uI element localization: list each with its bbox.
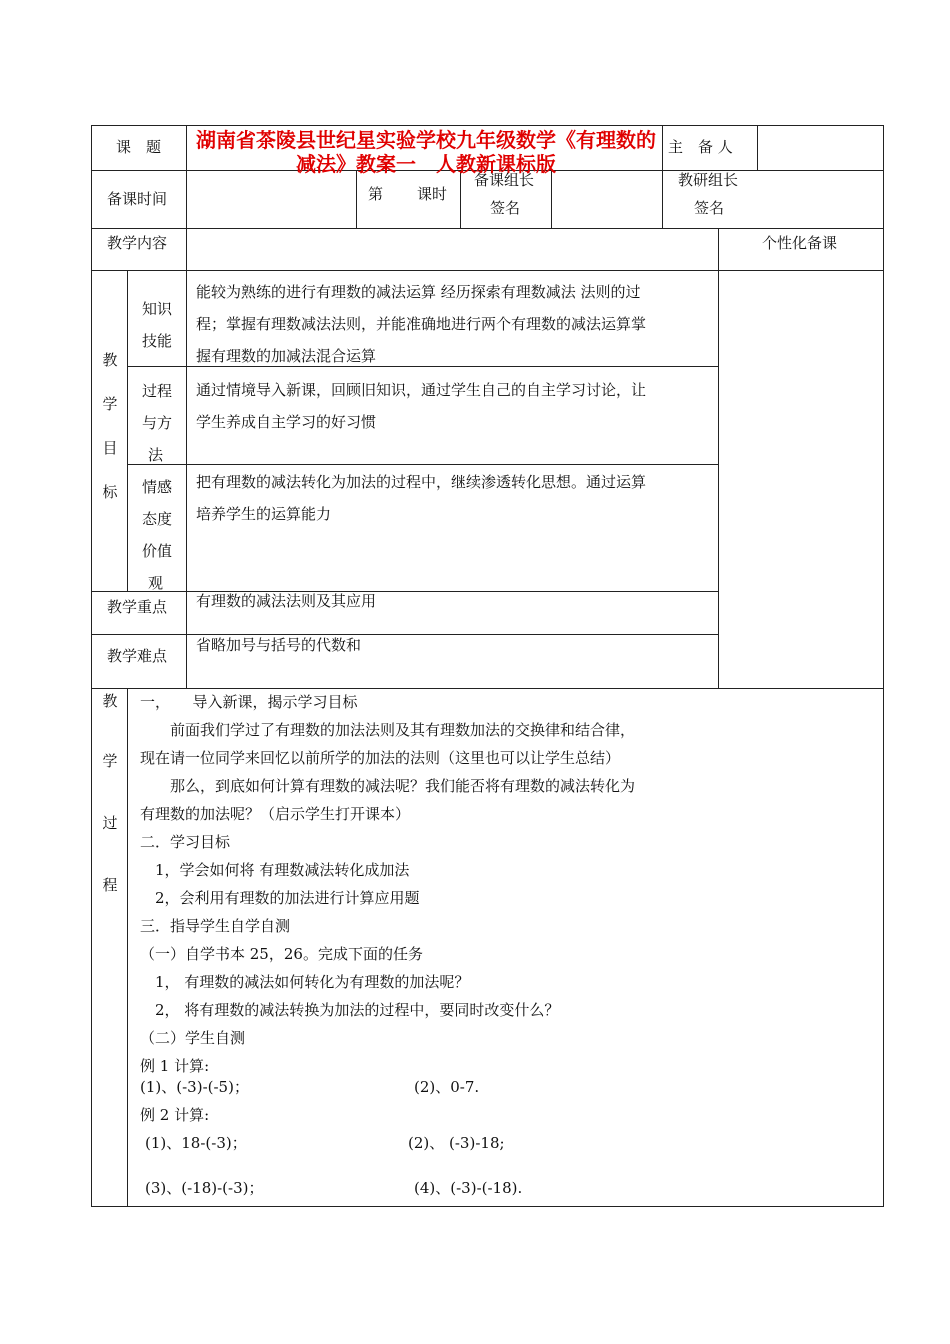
process-method-label: 法 (148, 446, 164, 464)
period-label-first: 第 (368, 185, 384, 203)
process-line: 一， 导入新课，揭示学习目标 (140, 693, 358, 711)
process-line: 有理数的加法呢？（启示学生打开课本） (140, 805, 411, 823)
process-side-char: 教 (102, 692, 118, 710)
process-method-text: 通过情境导入新课，回顾旧知识，通过学生自己的自主学习讨论，让 学生养成自主学习的好习惯 (196, 381, 647, 431)
process-line: 那么，到底如何计算有理数的减法呢？我们能否将有理数的减法转化为 (140, 777, 636, 795)
content-label: 教学内容 (107, 234, 168, 252)
process-line: 1，学会如何将 有理数减法转化成加法 (140, 861, 410, 879)
knowledge-label: 技能 (142, 332, 173, 350)
example2-item-d: (4)、(-3)-(-18). (414, 1179, 523, 1197)
teaching-process-body (140, 688, 635, 1080)
row-divider (91, 228, 884, 229)
example2-title: 例 2 计算: (140, 1106, 210, 1124)
group-leader-label: 备课组长 (474, 171, 535, 189)
emotion-label: 价值 (142, 542, 173, 560)
course-label: 课 题 (116, 138, 162, 156)
example1-item-a: (1)、(-3)-(-5)； (140, 1078, 249, 1096)
col-divider (662, 125, 663, 228)
preparer-label: 主 备 人 (668, 138, 733, 156)
personal-prep-label: 个性化备课 (762, 234, 838, 252)
row-divider (127, 464, 718, 465)
row-divider (91, 270, 884, 271)
col-divider (356, 170, 357, 228)
process-side-char: 过 (102, 814, 118, 832)
document-title: 湖南省茶陵县世纪星实验学校九年级数学《有理数的减法》教案一 人教新课标版 (196, 128, 656, 176)
col-divider (718, 228, 719, 688)
research-leader-sign: 签名 (694, 199, 725, 217)
difficulty-text: 省略加号与括号的代数和 (196, 636, 362, 654)
process-line: 二．学习目标 (140, 833, 231, 851)
research-leader-label: 教研组长 (678, 171, 739, 189)
col-divider (186, 270, 187, 688)
prep-time-label: 备课时间 (107, 190, 168, 208)
col-divider (127, 270, 128, 591)
emotion-label: 观 (148, 574, 164, 592)
emotion-label: 情感 (142, 478, 173, 496)
process-method-label: 过程 (142, 382, 173, 400)
process-line: 2， 将有理数的减法转换为加法的过程中，要同时改变什么？ (140, 1001, 560, 1019)
col-divider (757, 125, 758, 170)
knowledge-label: 知识 (142, 300, 173, 318)
example1-item-b: (2)、0-7. (414, 1078, 480, 1096)
process-line: 三．指导学生自学自测 (140, 917, 291, 935)
process-line: 现在请一位同学来回忆以前所学的加法的法则（这里也可以让学生总结） (140, 749, 621, 767)
period-label-second: 课时 (417, 185, 448, 203)
process-side-char: 程 (102, 876, 118, 894)
example2-item-c: (3)、(-18)-(-3)； (145, 1179, 264, 1197)
col-divider (551, 170, 552, 228)
process-line: 前面我们学过了有理数的加法法则及其有理数加法的交换律和结合律， (140, 721, 636, 739)
process-line: （一）自学书本 25，26。完成下面的任务 (140, 945, 423, 963)
emotion-text: 把有理数的减法转化为加法的过程中，继续渗透转化思想。通过运算 培养学生的运算能力 (196, 473, 647, 523)
objectives-side-char: 教 (102, 351, 118, 369)
group-leader-sign: 签名 (490, 199, 521, 217)
objectives-side-char: 目 (102, 439, 118, 457)
col-divider (460, 170, 461, 228)
example2-item-b: (2)、 (-3)-18; (408, 1134, 505, 1152)
col-divider (186, 125, 187, 270)
process-method-label: 与方 (142, 414, 173, 432)
process-line: （二）学生自测 (140, 1029, 246, 1047)
objectives-side-char: 标 (102, 483, 118, 501)
process-side-char: 学 (102, 752, 118, 770)
example2-item-a: (1)、18-(-3)； (145, 1134, 247, 1152)
knowledge-text: 能较为熟练的进行有理数的减法运算 经历探索有理数减法 法则的过 程；掌握有理数减法法则，并能准确地进行两个有理数的减法运算掌 握有理数的加减法混合运算 (196, 283, 647, 365)
process-line: 1， 有理数的减法如何转化为有理数的加法呢？ (140, 973, 470, 991)
process-line: 2，会利用有理数的加法进行计算应用题 (140, 889, 420, 907)
process-line: 例 1 计算: (140, 1057, 210, 1075)
key-point-text: 有理数的减法法则及其应用 (196, 592, 377, 610)
emotion-label: 态度 (142, 510, 173, 528)
key-point-label: 教学重点 (107, 598, 168, 616)
objectives-side-char: 学 (102, 395, 118, 413)
difficulty-label: 教学难点 (107, 647, 168, 665)
